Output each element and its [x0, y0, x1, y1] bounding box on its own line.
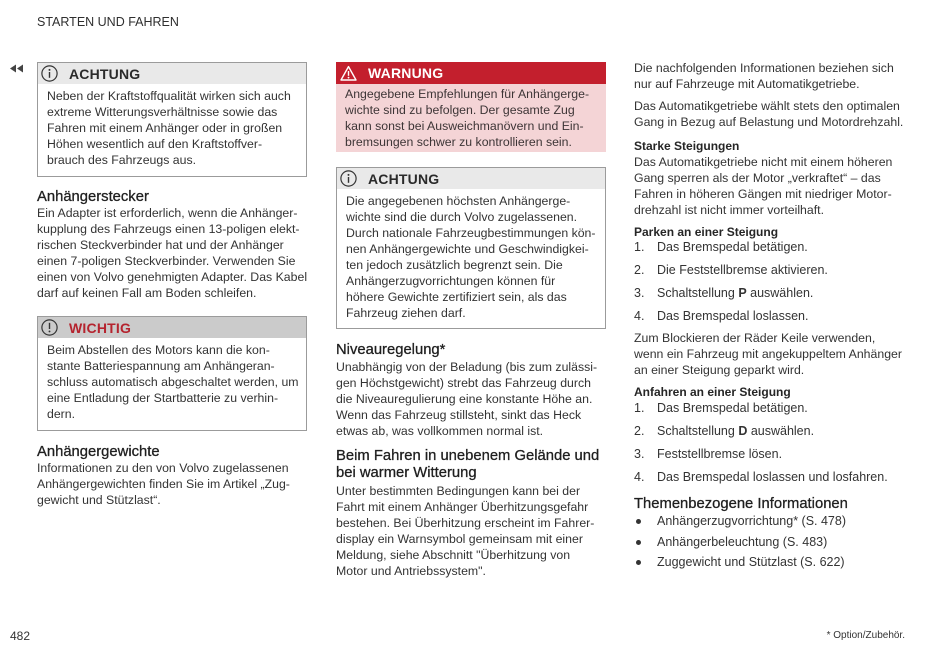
step-number: 3. [634, 447, 645, 461]
paragraph-intro: Die nachfolgenden Informationen beziehen sich nur auf Fahrzeuge mit Automatikgetriebe. [634, 61, 894, 91]
gear-position: P [738, 286, 747, 300]
list-item [634, 236, 828, 259]
list-item [634, 420, 888, 443]
info-circle-icon [340, 170, 357, 187]
achtung-notice-header [337, 168, 605, 189]
heading-parking-on-slope: Parken an einer Steigung [634, 225, 779, 239]
related-link[interactable] [634, 511, 846, 532]
related-link[interactable] [634, 552, 846, 573]
step-number: 3. [634, 286, 645, 300]
gear-position: D [738, 424, 748, 438]
related-link-label[interactable]: Anhängerzugvorrichtung* (S. 478) [657, 514, 847, 528]
step-text: auswählen. [747, 424, 815, 438]
paragraph-intro: Das Automatikgetriebe wählt stets den optimalen Gang in Bezug auf Belastung und Motordrehzahl. [634, 99, 904, 129]
bullet-icon [636, 560, 641, 565]
bullet-icon [636, 540, 641, 545]
related-link-label[interactable]: Zuggewicht und Stützlast (S. 622) [657, 555, 845, 569]
step-text: Feststellbremse lösen. [657, 447, 783, 461]
step-number: 4. [634, 470, 645, 484]
wichtig-important-box [37, 316, 307, 431]
step-number: 2. [634, 263, 645, 277]
section-title: STARTEN UND FAHREN [37, 15, 179, 29]
warning-triangle-icon [340, 65, 357, 82]
list-item [634, 466, 888, 489]
step-text: Schaltstellung [657, 424, 739, 438]
important-title: WICHTIG [69, 319, 132, 336]
paragraph-rough-terrain: Unter bestimmten Bedingungen kann bei der Fahrt mit einem Anhänger Überhitzungsgefahr bestehen. Bei Überhitzung erscheint im Fahrer- display ein Warnsymbol gemeinsam mit einer Meldung, siehe Abschnitt "Überhitzung von Motor und Antriebssystem". [336, 484, 595, 578]
related-link-label[interactable]: Anhängerbeleuchtung (S. 483) [657, 534, 828, 549]
step-number: 1. [634, 240, 645, 254]
notice-title: ACHTUNG [368, 170, 440, 187]
bullet-icon [636, 519, 641, 524]
warnung-warning-box [336, 62, 606, 152]
achtung-notice-box [336, 167, 606, 329]
warning-text: Angegebene Empfehlungen für Anhängerge- wichte sind zu befolgen. Der gesamte Zug kann sonst bei Ausweichmanövern und Ein- bremsungen schwer zu kontrollieren sein. [336, 84, 606, 152]
paragraph-trailer-socket: Ein Adapter ist erforderlich, wenn die Anhänger- kupplung des Fahrzeugs einen 13-poligen elekt- rischen Steckverbinder hat und der Anhänger einen 7-poligen Steckverbinder. Verwenden Sie einen von Volvo genehmigten Adapter. Das Kabel darf auf keinen Fall am Boden schleifen. [37, 206, 308, 300]
step-text: Die Feststellbremse aktivieren. [657, 263, 828, 277]
heading-related-information: Themenbezogene Informationen [634, 496, 848, 512]
list-item [634, 443, 888, 466]
heading-steep-slopes: Starke Steigungen [634, 139, 740, 153]
step-number: 4. [634, 309, 645, 323]
step-text: Das Bremspedal betätigen. [657, 401, 808, 415]
starting-steps-list [634, 397, 888, 489]
achtung-notice-header [38, 63, 306, 84]
continued-arrows-icon [10, 64, 24, 73]
paragraph-trailer-weights: Informationen zu den von Volvo zugelassenen Anhängergewichten finden Sie im Artikel „Zug- gewicht und Stützlast“. [37, 461, 290, 507]
list-item [634, 259, 828, 282]
heading-rough-terrain: Beim Fahren in unebenem Gelände und bei warmer Witterung [336, 448, 600, 481]
list-item [634, 305, 828, 328]
warnung-warning-header [336, 62, 606, 84]
related-information-list [634, 511, 846, 573]
step-text: Das Bremspedal loslassen und losfahren. [657, 470, 888, 484]
related-link[interactable] [634, 532, 846, 553]
parking-steps-list [634, 236, 828, 328]
step-text: Das Bremspedal betätigen. [657, 240, 808, 254]
info-circle-icon [41, 65, 58, 82]
warning-title: WARNUNG [368, 65, 444, 81]
heading-level-control: Niveauregelung* [336, 342, 446, 358]
paragraph-level-control: Unabhängig von der Beladung (bis zum zulässi- gen Höchstgewicht) strebt das Fahrzeug durch die Niveauregulierung eine konstante Höhe an. Wenn das Fahrzeug stillsteht, sinkt das Heck etwas ab, was vollkommen normal ist. [336, 360, 598, 438]
list-item [634, 282, 828, 305]
step-number: 2. [634, 424, 645, 438]
step-text: auswählen. [746, 286, 814, 300]
notice-text: Neben der Kraftstoffqualität wirken sich auch extreme Witterungsverhältnisse sowie das Fahren mit einem Anhänger oder in großen Höhen wesentlich auf den Kraftstoffver- brauch des Fahrzeugs aus. [47, 89, 291, 167]
step-text: Schaltstellung [657, 286, 739, 300]
wichtig-important-header [38, 317, 306, 338]
paragraph-wheel-chocks: Zum Blockieren der Räder Keile verwenden, wenn ein Fahrzeug mit angekuppeltem Anhänger an einer Steigung geparkt wird. [634, 331, 902, 377]
achtung-notice-box [37, 62, 307, 177]
heading-trailer-weights: Anhängergewichte [37, 444, 160, 460]
paragraph-steep-slopes: Das Automatikgetriebe nicht mit einem höheren Gang sperren als der Motor „verkraftet“ – das Fahren in höheren Gängen mit niedriger Motor- drehzahl ist nicht immer vorteilhaft. [634, 155, 893, 217]
list-item [634, 397, 888, 420]
notice-text: Die angegebenen höchsten Anhängerge- wichte sind die durch Volvo zugelassenen. Durch nationale Fahrzeugbestimmungen kön- nen Anhängergewichte und Geschwindigkei- ten jedoch zusätzlich begrenzt sein. Die Anhängerzugvorrichtungen können für höhere Gewichte zertifiziert sein, als das Fahrzeug ziehen darf. [346, 194, 596, 320]
heading-trailer-socket: Anhängerstecker [37, 189, 149, 205]
important-text: Beim Abstellen des Motors kann die kon- stante Batteriespannung am Anhängeran- schluss automatisch abgeschaltet werden, um eine Entladung der Startbatterie zu verhin- dern. [47, 343, 299, 421]
step-text: Das Bremspedal loslassen. [657, 309, 809, 323]
notice-title: ACHTUNG [69, 65, 141, 82]
heading-starting-on-slope: Anfahren an einer Steigung [634, 385, 791, 399]
exclamation-circle-icon [41, 319, 58, 336]
step-number: 1. [634, 401, 645, 415]
footnote: * Option/Zubehör. [826, 630, 905, 641]
page-number: 482 [10, 629, 31, 643]
